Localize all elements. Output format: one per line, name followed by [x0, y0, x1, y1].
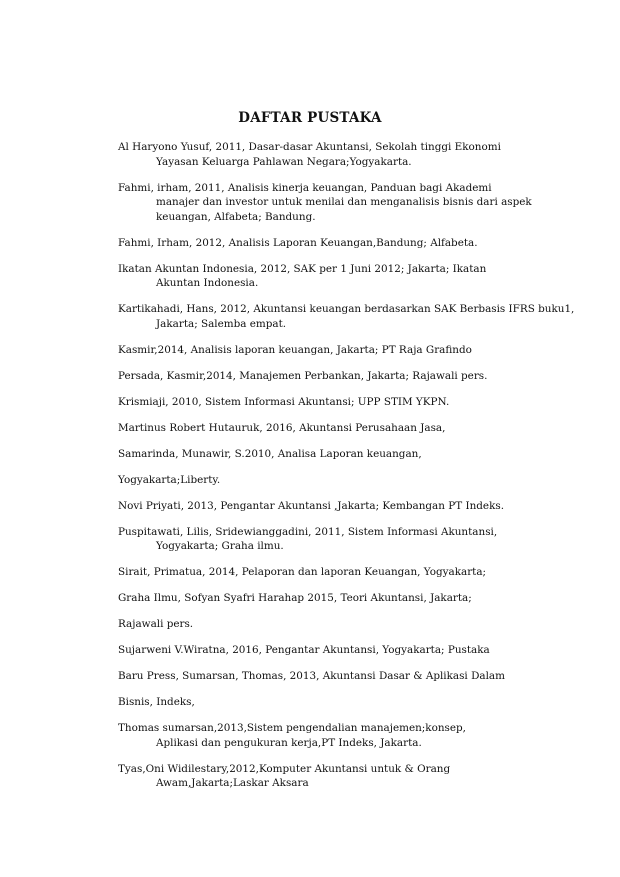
- reference-line: Tyas,Oni Widilestary,2012,Komputer Akuntansi untuk & Orang: [118, 762, 451, 775]
- reference-line: Sirait, Primatua, 2014, Pelaporan dan laporan Keuangan, Yogyakarta;: [118, 566, 487, 578]
- reference-line: Yogyakarta;Liberty.: [118, 473, 221, 486]
- reference-line: Samarinda, Munawir, S.2010, Analisa Laporan keuangan,: [118, 447, 422, 460]
- reference-line-continued: Aplikasi dan pengukuran kerja,PT Indeks, Jakarta.: [156, 736, 422, 749]
- reference-entry: [118, 762, 578, 791]
- reference-entry: [118, 447, 578, 462]
- reference-line: Al Haryono Yusuf, 2011, Dasar-dasar Akuntansi, Sekolah tinggi Ekonomi: [118, 141, 501, 153]
- reference-line: Puspitawati, Lilis, Sridewianggadini, 2011, Sistem Informasi Akuntansi,: [118, 525, 498, 538]
- reference-entry: [118, 499, 578, 514]
- reference-line: Fahmi, irham, 2011, Analisis kinerja keuangan, Panduan bagi Akademi: [118, 181, 492, 194]
- reference-entry: [118, 181, 578, 225]
- reference-line: Fahmi, Irham, 2012, Analisis Laporan Keuangan,Bandung; Alfabeta.: [118, 236, 478, 249]
- reference-line-continued: keuangan, Alfabeta; Bandung.: [156, 210, 316, 223]
- reference-entry: [118, 591, 578, 606]
- reference-entry: [118, 565, 578, 580]
- reference-line: Graha Ilmu, Sofyan Syafri Harahap 2015, Teori Akuntansi, Jakarta;: [118, 592, 472, 604]
- reference-entry: [118, 302, 578, 331]
- reference-line-continued: Yogyakarta; Graha ilmu.: [156, 540, 284, 552]
- reference-line-continued: Yayasan Keluarga Pahlawan Negara;Yogyakarta.: [156, 155, 412, 168]
- reference-line: Thomas sumarsan,2013,Sistem pengendalian manajemen;konsep,: [118, 722, 466, 734]
- reference-entry: [118, 643, 578, 658]
- reference-entry: [118, 525, 578, 554]
- page-title: DAFTAR PUSTAKA: [238, 110, 382, 126]
- reference-entry: [118, 369, 578, 384]
- reference-entry: [118, 695, 578, 710]
- reference-line-continued: Jakarta; Salemba empat.: [156, 317, 287, 330]
- reference-line: Sujarweni V.Wiratna, 2016, Pengantar Akuntansi, Yogyakarta; Pustaka: [118, 644, 490, 656]
- reference-line: Kasmir,2014, Analisis laporan keuangan, Jakarta; PT Raja Grafindo: [118, 343, 472, 356]
- reference-line-continued: manajer dan investor untuk menilai dan menganalisis bisnis dari aspek: [156, 196, 532, 208]
- reference-line: Novi Priyati, 2013, Pengantar Akuntansi ,Jakarta; Kembangan PT Indeks.: [118, 499, 505, 512]
- reference-line: Bisnis, Indeks,: [118, 696, 195, 708]
- reference-entry: [118, 473, 578, 488]
- reference-list: [118, 140, 578, 802]
- reference-line: Martinus Robert Hutauruk, 2016, Akuntansi Perusahaan Jasa,: [118, 421, 446, 434]
- reference-entry: [118, 236, 578, 251]
- reference-entry: [118, 140, 578, 169]
- reference-line: Ikatan Akuntan Indonesia, 2012, SAK per 1 Juni 2012; Jakarta; Ikatan: [118, 262, 487, 275]
- reference-entry: [118, 421, 578, 436]
- reference-line: Kartikahadi, Hans, 2012, Akuntansi keuangan berdasarkan SAK Berbasis IFRS buku1,: [118, 303, 575, 315]
- reference-line: Rajawali pers.: [118, 618, 194, 630]
- reference-line: Krismiaji, 2010, Sistem Informasi Akuntansi; UPP STIM YKPN.: [118, 395, 450, 408]
- reference-entry: [118, 721, 578, 750]
- reference-line: Persada, Kasmir,2014, Manajemen Perbankan, Jakarta; Rajawali pers.: [118, 369, 488, 382]
- reference-entry: [118, 343, 578, 358]
- reference-line-continued: Awam,Jakarta;Laskar Aksara: [156, 777, 309, 789]
- reference-entry: [118, 395, 578, 410]
- reference-line: Baru Press, Sumarsan, Thomas, 2013, Akuntansi Dasar & Aplikasi Dalam: [118, 670, 505, 682]
- reference-line-continued: Akuntan Indonesia.: [156, 277, 259, 289]
- reference-entry: [118, 669, 578, 684]
- reference-entry: [118, 262, 578, 291]
- reference-entry: [118, 617, 578, 632]
